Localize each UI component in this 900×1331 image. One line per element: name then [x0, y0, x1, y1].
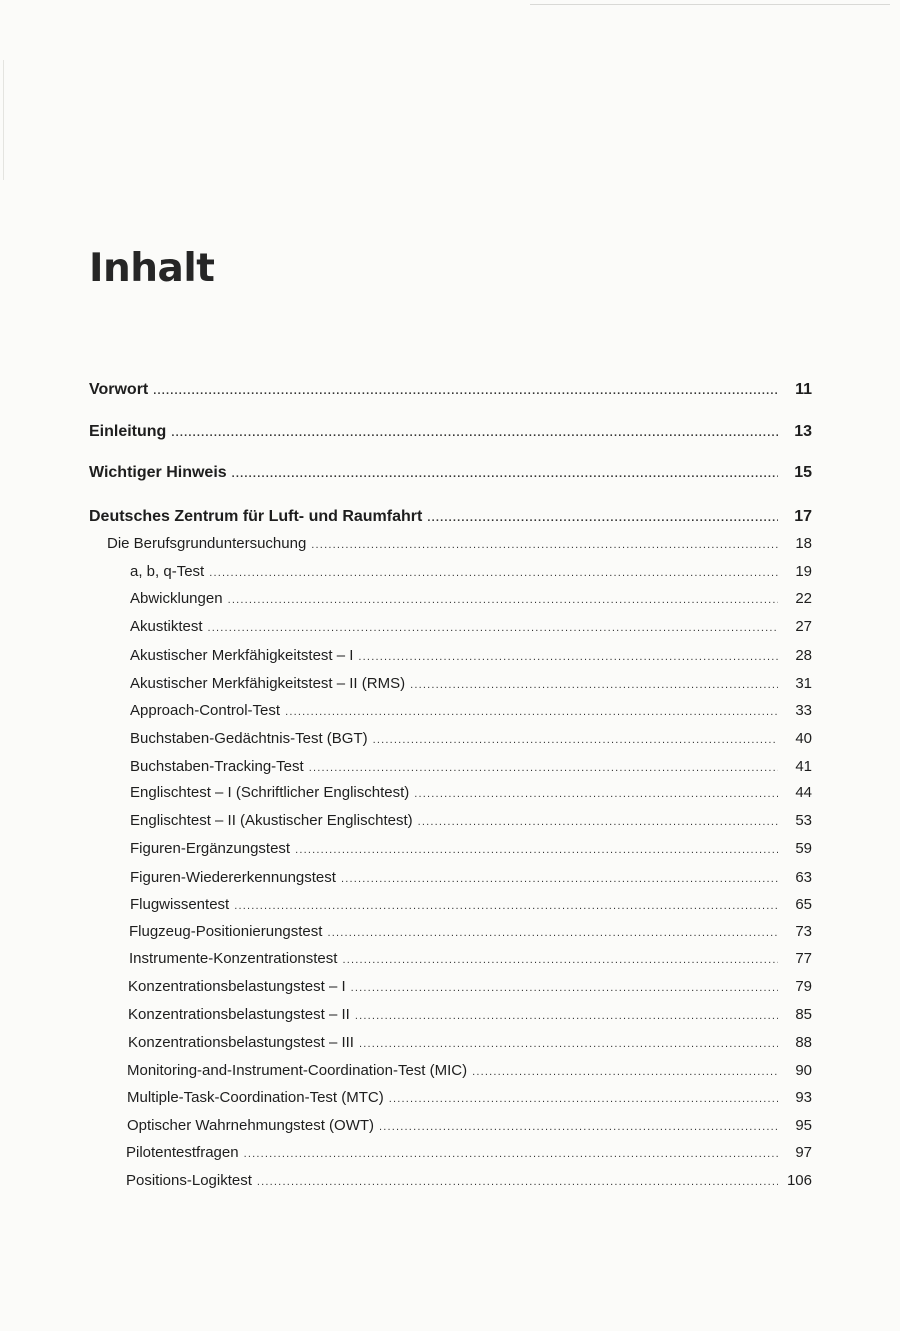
- toc-entry-label: Akustischer Merkfähigkeitstest – II (RMS): [130, 675, 406, 692]
- toc-entry-label: Konzentrationsbelastungstest – I: [128, 978, 346, 995]
- dot-leader: [341, 868, 778, 890]
- toc-entry-label: a, b, q-Test: [130, 563, 205, 580]
- toc-entry-page: 79: [795, 978, 812, 995]
- dot-leader: [327, 922, 778, 944]
- toc-entry[interactable]: [126, 1142, 812, 1164]
- toc-entry-page: 22: [795, 590, 812, 607]
- toc-entry[interactable]: [130, 700, 812, 722]
- toc-entry[interactable]: [130, 561, 812, 583]
- toc-entry-page: 11: [795, 381, 812, 398]
- dot-leader: [427, 507, 778, 529]
- dot-leader: [410, 674, 778, 696]
- toc-entry-label: Figuren-Ergänzungstest: [130, 840, 291, 857]
- dot-leader: [244, 1143, 778, 1165]
- toc-entry[interactable]: [129, 948, 812, 970]
- toc-entry[interactable]: [128, 976, 812, 998]
- toc-entry-page: 18: [795, 535, 812, 552]
- dot-leader: [418, 811, 778, 833]
- toc-entry-label: Konzentrationsbelastungstest – II: [128, 1006, 350, 1023]
- toc-entry-page: 90: [795, 1062, 812, 1079]
- toc-entry-page: 17: [794, 508, 812, 525]
- toc-entry-page: 85: [795, 1006, 812, 1023]
- toc-entry-page: 95: [795, 1117, 812, 1134]
- toc-entry-label: Flugzeug-Positionierungstest: [129, 923, 323, 940]
- toc-entry-label: Positions-Logiktest: [126, 1172, 252, 1189]
- dot-leader: [342, 949, 778, 971]
- toc-entry-label: Approach-Control-Test: [130, 702, 281, 719]
- toc-entry[interactable]: [128, 1032, 812, 1054]
- toc-entry[interactable]: [130, 645, 812, 667]
- toc-entry-page: 63: [795, 869, 812, 886]
- toc-entry-page: 53: [795, 812, 812, 829]
- dot-leader: [414, 783, 778, 805]
- toc-entry[interactable]: [107, 533, 812, 555]
- toc-entry-label: Deutsches Zentrum für Luft- und Raumfahrt: [89, 508, 423, 525]
- toc-entry-label: Akustiktest: [130, 618, 203, 635]
- toc-entry[interactable]: [130, 616, 812, 638]
- page-title: Inhalt: [89, 246, 215, 291]
- toc-entry-page: 33: [795, 702, 812, 719]
- toc-entry-page: 73: [795, 923, 812, 940]
- dot-leader: [358, 646, 778, 668]
- toc-entry[interactable]: [130, 588, 812, 610]
- dot-leader: [373, 729, 778, 751]
- toc-entry[interactable]: [130, 673, 812, 695]
- toc-entry[interactable]: [89, 379, 812, 401]
- toc-entry-page: 31: [795, 675, 812, 692]
- toc-entry-label: Pilotentestfragen: [126, 1144, 239, 1161]
- toc-entry-label: Vorwort: [89, 381, 149, 398]
- toc-entry-page: 65: [795, 896, 812, 913]
- toc-entry-page: 44: [795, 784, 812, 801]
- toc-entry-page: 77: [795, 950, 812, 967]
- toc-entry-page: 13: [794, 423, 812, 440]
- toc-entry-page: 106: [786, 1172, 812, 1189]
- dot-leader: [209, 562, 778, 584]
- toc-entry-label: Wichtiger Hinweis: [89, 464, 227, 481]
- toc-entry-label: Optischer Wahrnehmungstest (OWT): [127, 1117, 375, 1134]
- toc-entry[interactable]: [127, 1115, 812, 1137]
- toc-entry-label: Multiple-Task-Coordination-Test (MTC): [127, 1089, 384, 1106]
- dot-leader: [228, 589, 778, 611]
- toc-entry-label: Figuren-Wiedererkennungstest: [130, 869, 336, 886]
- toc-entry-page: 15: [794, 464, 812, 481]
- dot-leader: [234, 895, 778, 917]
- dot-leader: [379, 1116, 778, 1138]
- toc-entry[interactable]: [130, 756, 812, 778]
- dot-leader: [351, 977, 778, 999]
- toc-entry-label: Buchstaben-Gedächtnis-Test (BGT): [130, 730, 368, 747]
- toc-entry[interactable]: [127, 1087, 812, 1109]
- toc-entry-label: Englischtest – I (Schriftlicher Englischtest): [130, 784, 410, 801]
- dot-leader: [171, 422, 778, 444]
- toc-entry[interactable]: [89, 462, 812, 484]
- toc-entry[interactable]: [127, 1060, 812, 1082]
- toc-entry-page: 97: [795, 1144, 812, 1161]
- toc-entry-page: 88: [795, 1034, 812, 1051]
- toc-entry-label: Akustischer Merkfähigkeitstest – I: [130, 647, 354, 664]
- dot-leader: [355, 1005, 778, 1027]
- toc-entry[interactable]: [89, 506, 812, 528]
- dot-leader: [285, 701, 778, 723]
- toc-entry-page: 40: [795, 730, 812, 747]
- dot-leader: [359, 1033, 778, 1055]
- dot-leader: [311, 534, 778, 556]
- toc-entry-label: Englischtest – II (Akustischer Englischtest): [130, 812, 413, 829]
- toc-entry-label: Buchstaben-Tracking-Test: [130, 758, 304, 775]
- toc-entry-label: Konzentrationsbelastungstest – III: [128, 1034, 354, 1051]
- toc-entry[interactable]: [130, 838, 812, 860]
- toc-entry[interactable]: [130, 894, 812, 916]
- toc-entry[interactable]: [89, 421, 812, 443]
- dot-leader: [257, 1171, 778, 1193]
- toc-entry-label: Monitoring-and-Instrument-Coordination-Test (MIC): [127, 1062, 468, 1079]
- dot-leader: [309, 757, 778, 779]
- toc-entry-label: Instrumente-Konzentrationstest: [129, 950, 338, 967]
- toc-entry[interactable]: [126, 1170, 812, 1192]
- toc-entry-label: Die Berufsgrunduntersuchung: [107, 535, 307, 552]
- toc-entry-page: 41: [795, 758, 812, 775]
- toc-entry-label: Abwicklungen: [130, 590, 223, 607]
- toc-entry[interactable]: [130, 810, 812, 832]
- toc-entry-page: 59: [795, 840, 812, 857]
- toc-entry-page: 28: [795, 647, 812, 664]
- toc-entry[interactable]: [130, 867, 812, 889]
- dot-leader: [232, 463, 778, 485]
- dot-leader: [472, 1061, 778, 1083]
- toc-entry-page: 27: [795, 618, 812, 635]
- dot-leader: [389, 1088, 778, 1110]
- dot-leader: [153, 380, 778, 402]
- toc-entry[interactable]: [130, 728, 812, 750]
- dot-leader: [295, 839, 778, 861]
- toc-entry-page: 19: [795, 563, 812, 580]
- toc-entry-page: 93: [795, 1089, 812, 1106]
- toc-entry-label: Flugwissentest: [130, 896, 230, 913]
- toc-entry[interactable]: [130, 782, 812, 804]
- toc-entry[interactable]: [128, 1004, 812, 1026]
- toc-entry-label: Einleitung: [89, 423, 167, 440]
- toc-entry[interactable]: [129, 921, 812, 943]
- dot-leader: [208, 617, 778, 639]
